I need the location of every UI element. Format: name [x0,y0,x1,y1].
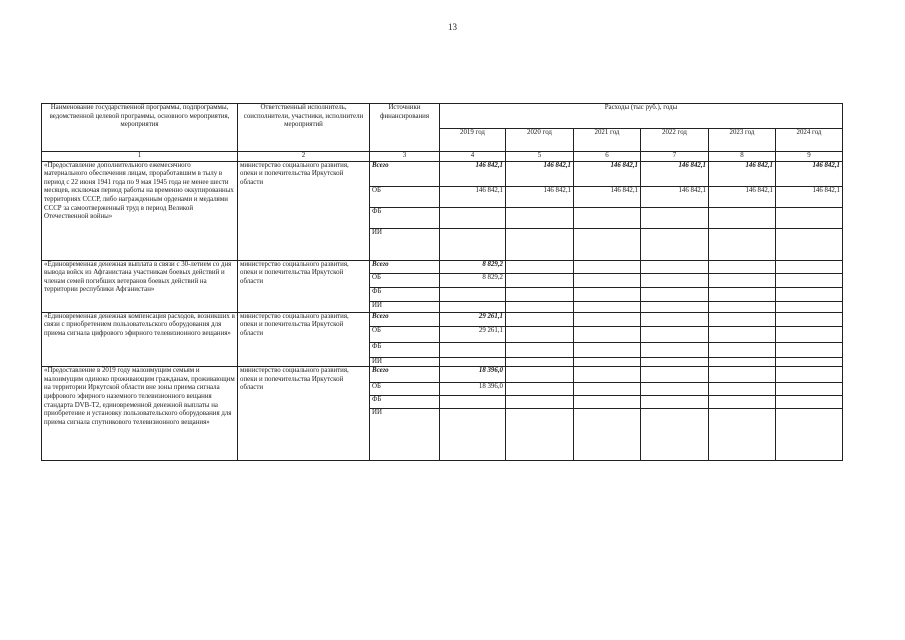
value-cell: 29 261,1 [440,326,506,342]
expenses-table [41,103,843,461]
total-value-cell [709,312,776,326]
value-cell [440,342,506,357]
value-cell [709,409,776,461]
funding-source-label: ФБ [372,287,382,295]
header-year: 2021 год [574,129,641,152]
activity-executor: министерство социального развития, опеки и попечительства Иркутской области [238,161,370,260]
header-program-name: Наименование государственной программы, подпрограммы, ведомственной целевой программы, основного мероприятия, мероприятия [42,104,238,152]
value-cell [574,228,641,260]
value-cell [709,301,776,312]
funding-source-label: ФБ [372,207,382,215]
page-number: 13 [448,22,457,32]
funding-source-cell [370,207,440,228]
total-value-cell [709,260,776,273]
funding-source-label: Всего [372,161,389,169]
value-cell [709,342,776,357]
value-cell [776,273,843,287]
funding-source-cell [370,260,440,273]
value-cell: 146 842,1 [506,186,574,207]
value-cell [641,301,709,312]
value-cell [709,273,776,287]
value-cell [574,326,641,342]
value-cell [574,357,641,367]
header-year: 2023 год [709,129,776,152]
value-cell [641,357,709,367]
value-cell [709,228,776,260]
value-cell [709,396,776,409]
value-cell [440,396,506,409]
total-value-cell [574,312,641,326]
value-cell [506,357,574,367]
total-value-cell [574,260,641,273]
total-value-cell [776,312,843,326]
value-cell [641,207,709,228]
total-value-cell: 146 842,1 [776,161,843,186]
value-cell: 146 842,1 [709,186,776,207]
value-cell: 146 842,1 [440,186,506,207]
activity-name: «Единовременная денежная выплата в связи с 30-летием со дня вывода войск из Афганистана участникам боевых действий и членам семей погибших ветеранов боевых действий на территории республики Афганистан» [42,260,238,312]
value-cell [440,409,506,461]
value-cell [574,342,641,357]
activity-name: «Предоставление в 2019 году малоимущим семьям и малоимущим одиноко проживающим гражданам, проживающим на территории Иркутской области вне зоны приема сигнала цифрового эфирного наземного телевизионного вещания стандарта DVB-T2, единовременной денежной выплаты на приобретение и установку пользовательского оборудования для приема сигнала спутникового телевизионного вещания» [42,367,238,461]
value-cell [506,301,574,312]
activity-name: «Предоставление дополнительного ежемесячного материального обеспечения лицам, проработавшим в тылу в период с 22 июня 1941 года по 9 мая 1945 года не менее шести месяцев, исключая период работы на временно оккупированных территориях СССР, либо награжденным орденами и медалями СССР за самоотверженный труд в период Великой Отечественной войны» [42,161,238,260]
funding-source-label: Всего [372,367,389,375]
value-cell: 8 829,2 [440,273,506,287]
total-value-cell [506,312,574,326]
value-cell [776,228,843,260]
total-value-cell: 18 396,0 [440,367,506,383]
funding-source-cell [370,287,440,301]
funding-source-label: Всего [372,260,389,268]
value-cell [440,287,506,301]
value-cell [641,287,709,301]
value-cell [574,273,641,287]
value-cell [574,207,641,228]
total-value-cell [506,367,574,383]
value-cell [506,273,574,287]
value-cell [641,396,709,409]
value-cell [506,287,574,301]
value-cell [506,383,574,396]
value-cell [641,342,709,357]
funding-source-label: ИИ [372,228,382,236]
activity-name: «Единовременная денежная компенсация расходов, возникших в связи с приобретением пользовательского оборудования для приема сигнала цифрового эфирного телевизионного вещания» [42,312,238,367]
column-number: 8 [709,152,776,162]
total-value-cell [709,367,776,383]
value-cell [709,326,776,342]
value-cell [574,383,641,396]
value-cell [776,409,843,461]
value-cell [506,228,574,260]
column-number: 3 [370,152,440,162]
funding-source-label: ОБ [372,383,381,391]
header-funding-source: Источники финансирования [370,104,440,152]
value-cell: 146 842,1 [574,186,641,207]
value-cell [776,357,843,367]
total-value-cell [641,312,709,326]
total-value-cell: 29 261,1 [440,312,506,326]
column-number: 6 [574,152,641,162]
value-cell [506,342,574,357]
value-cell [574,301,641,312]
table-row [42,312,843,326]
table-row [42,161,843,186]
value-cell [776,301,843,312]
funding-source-cell [370,273,440,287]
total-value-cell: 146 842,1 [440,161,506,186]
value-cell [506,326,574,342]
value-cell [506,207,574,228]
value-cell [641,409,709,461]
funding-source-cell [370,228,440,260]
funding-source-label: ИИ [372,357,382,365]
header-year: 2020 год [506,129,574,152]
value-cell [440,228,506,260]
table-row [42,367,843,383]
total-value-cell [776,260,843,273]
activity-executor: министерство социального развития, опеки и попечительства Иркутской области [238,367,370,461]
total-value-cell: 8 829,2 [440,260,506,273]
total-value-cell: 146 842,1 [574,161,641,186]
funding-source-cell [370,367,440,383]
funding-source-cell [370,161,440,186]
funding-source-label: ОБ [372,326,381,334]
funding-source-label: ИИ [372,301,382,309]
total-value-cell: 146 842,1 [641,161,709,186]
funding-source-cell [370,326,440,342]
value-cell: 146 842,1 [776,186,843,207]
column-number: 5 [506,152,574,162]
value-cell [641,326,709,342]
value-cell [776,383,843,396]
value-cell [776,326,843,342]
funding-source-label: ИИ [372,409,382,417]
funding-source-cell [370,409,440,461]
value-cell [506,396,574,409]
table-row [42,260,843,273]
total-value-cell [641,367,709,383]
total-value-cell [776,367,843,383]
column-number: 9 [776,152,843,162]
funding-source-label: ФБ [372,396,382,404]
column-number: 4 [440,152,506,162]
value-cell [574,396,641,409]
value-cell [709,207,776,228]
value-cell [440,301,506,312]
funding-source-cell [370,186,440,207]
funding-source-label: ОБ [372,273,381,281]
header-year: 2022 год [641,129,709,152]
funding-source-cell [370,301,440,312]
funding-source-cell [370,312,440,326]
value-cell: 146 842,1 [641,186,709,207]
column-number: 7 [641,152,709,162]
header-year: 2024 год [776,129,843,152]
column-number: 2 [238,152,370,162]
funding-source-label: Всего [372,312,389,320]
funding-source-cell [370,342,440,357]
total-value-cell [641,260,709,273]
value-cell [776,207,843,228]
value-cell [641,228,709,260]
activity-executor: министерство социального развития, опеки и попечительства Иркутской области [238,312,370,367]
value-cell [574,409,641,461]
value-cell [776,287,843,301]
value-cell [641,383,709,396]
value-cell [776,396,843,409]
value-cell [776,342,843,357]
value-cell [709,287,776,301]
total-value-cell [506,260,574,273]
funding-source-label: ОБ [372,186,381,194]
total-value-cell [574,367,641,383]
activity-executor: министерство социального развития, опеки и попечительства Иркутской области [238,260,370,312]
value-cell [709,383,776,396]
value-cell [440,357,506,367]
total-value-cell: 146 842,1 [709,161,776,186]
value-cell: 18 396,0 [440,383,506,396]
value-cell [574,287,641,301]
funding-source-cell [370,383,440,396]
header-executor: Ответственный исполнитель, соисполнители, участники, исполнители мероприятий [238,104,370,152]
funding-source-cell [370,396,440,409]
header-year: 2019 год [440,129,506,152]
value-cell [506,409,574,461]
value-cell [641,273,709,287]
funding-source-cell [370,357,440,367]
funding-source-label: ФБ [372,342,382,350]
column-number: 1 [42,152,238,162]
total-value-cell: 146 842,1 [506,161,574,186]
value-cell [709,357,776,367]
value-cell [440,207,506,228]
header-expenses: Расходы (тыс руб.), годы [440,104,843,129]
